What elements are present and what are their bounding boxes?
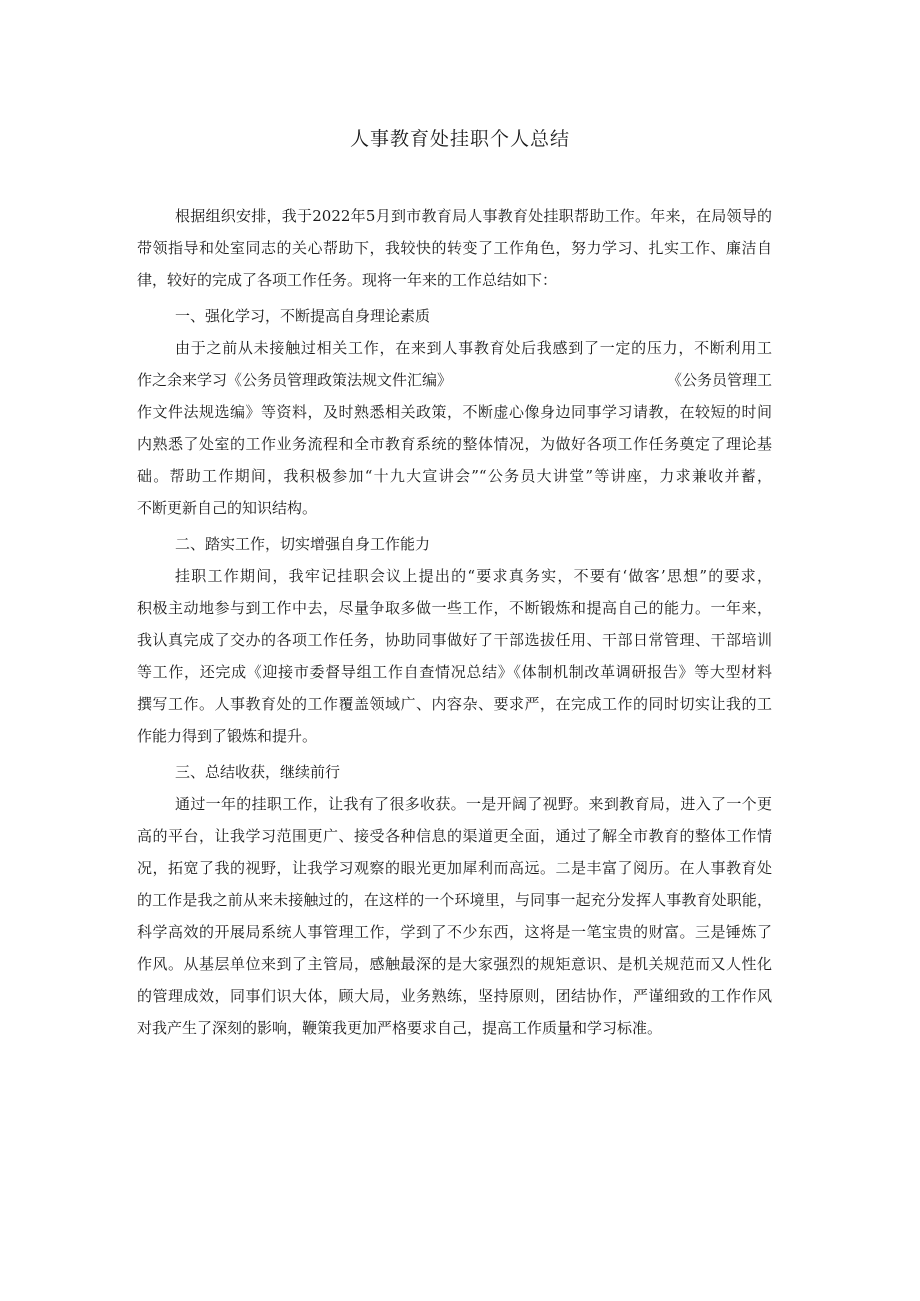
section-1-paragraph: [137, 332, 772, 524]
text-line: 科学高效的开展局系统人事管理工作，学到了不少东西，这将是一笔宝贵的财富。三是锤炼了: [137, 923, 772, 941]
section-heading-3: 三、总结收获，继续前行: [175, 763, 341, 781]
text-line: 挂职工作期间，我牢记挂职会议上提出的“要求真务实，不要有‘做客’思想”的要求，: [175, 567, 772, 585]
text-line: 高的平台，让我学习范围更广、接受各种信息的渠道更全面，通过了解全市教育的整体工作情: [137, 827, 772, 845]
text-fragment: 《公务员管理工: [666, 371, 772, 389]
text-line: 律，较好的完成了各项工作任务。现将一年来的工作总结如下：: [137, 271, 558, 289]
text-line: 带领指导和处室同志的关心帮助下，我较快的转变了工作角色，努力学习、扎实工作、廉洁自: [137, 239, 772, 257]
text-line: 通过一年的挂职工作，让我有了很多收获。一是开阔了视野。来到教育局，进入了一个更: [175, 795, 772, 813]
text-line: 根据组织安排，我于2022年5月到市教育局人事教育处挂职帮助工作。年来，在局领导的: [175, 207, 772, 225]
text-line: 的工作是我之前从来未接触过的，在这样的一个环境里，与同事一起充分发挥人事教育处职能，: [137, 891, 772, 909]
text-line: 作能力得到了锻炼和提升。: [137, 727, 318, 745]
text-line: 不断更新自己的知识结构。: [137, 499, 318, 517]
document-title: 人事教育处挂职个人总结: [349, 128, 570, 150]
text-line: 撰写工作。人事教育处的工作覆盖领域广、内容杂、要求严，在完成工作的同时切实让我的工: [137, 695, 772, 713]
section-3-paragraph: [137, 788, 772, 1044]
text-line: 积极主动地参与到工作中去，尽量争取多做一些工作，不断锻炼和提高自己的能力。一年来，: [137, 599, 772, 617]
text-fragment: 作之余来学习《公务员管理政策法规文件汇编》: [137, 371, 453, 389]
text-line: 对我产生了深刻的影响，鞭策我更加严格要求自己，提高工作质量和学习标准。: [137, 1019, 663, 1037]
text-line: 作风。从基层单位来到了主管局，感触最深的是大家强烈的规矩意识、是机关规范而又人性化: [137, 955, 772, 973]
text-line: 我认真完成了交办的各项工作任务，协助同事做好了干部选拔任用、干部日常管理、干部培训: [137, 631, 772, 649]
text-line: 内熟悉了处室的工作业务流程和全市教育系统的整体情况，为做好各项工作任务奠定了理论基: [137, 435, 772, 453]
document-body: [137, 200, 772, 1044]
text-line: 由于之前从未接触过相关工作，在来到人事教育处后我感到了一定的压力，不断利用工: [175, 339, 772, 357]
text-line: 的管理成效，同事们识大体，顾大局，业务熟练，坚持原则，团结协作，严谨细致的工作作风: [137, 987, 772, 1005]
section-heading-2: 二、踏实工作，切实增强自身工作能力: [175, 535, 431, 553]
intro-paragraph: [137, 200, 772, 296]
text-line-split: [137, 364, 772, 396]
section-heading-1: 一、强化学习，不断提高自身理论素质: [175, 307, 431, 325]
text-line: 作文件法规选编》等资料，及时熟悉相关政策，不断虚心像身边同事学习请教，在较短的时间: [137, 403, 772, 421]
text-line: 等工作，还完成《迎接市委督导组工作自查情况总结》《体制机制改革调研报告》等大型材料: [137, 663, 772, 681]
text-line: 况，拓宽了我的视野，让我学习观察的眼光更加犀利而高远。二是丰富了阅历。在人事教育处: [137, 859, 772, 877]
section-2-paragraph: [137, 560, 772, 752]
text-line: 础。帮助工作期间，我积极参加“十九大宣讲会”“公务员大讲堂”等讲座，力求兼收并蓄，: [137, 467, 772, 485]
